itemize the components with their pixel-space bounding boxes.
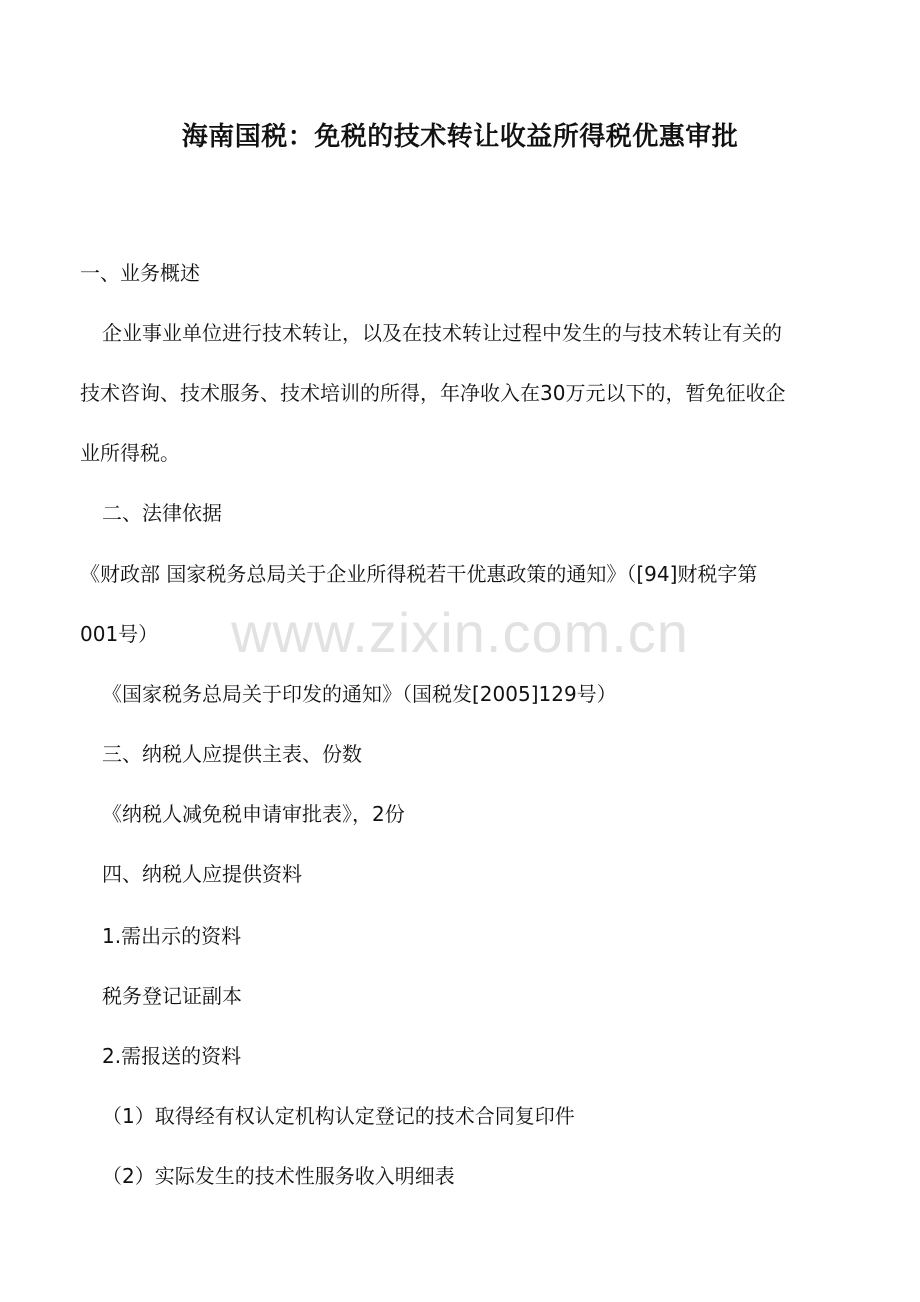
section-heading-materials: 四、纳税人应提供资料: [102, 862, 302, 886]
list-item: （1）取得经有权认定机构认定登记的技术合同复印件: [102, 1104, 575, 1128]
section-heading-legal-basis: 二、法律依据: [102, 501, 222, 525]
paragraph-line: 《国家税务总局关于印发的通知》（国税发[2005]129号）: [102, 682, 617, 706]
paragraph-line: 税务登记证副本: [102, 984, 242, 1008]
paragraph-line: 《财政部 国家税务总局关于企业所得税若干优惠政策的通知》（[94]财税字第: [80, 562, 758, 586]
paragraph-line: 001号）: [80, 622, 159, 646]
document-title: 海南国税：免税的技术转让收益所得税优惠审批: [181, 122, 739, 152]
paragraph-line: 企业事业单位进行技术转让，以及在技术转让过程中发生的与技术转让有关的: [102, 321, 782, 345]
section-heading-overview: 一、业务概述: [80, 261, 200, 285]
subheading-line: 1.需出示的资料: [102, 924, 242, 948]
watermark: www.zixin.com.cn: [231, 601, 689, 664]
section-heading-forms: 三、纳税人应提供主表、份数: [102, 742, 362, 766]
paragraph-line: 业所得税。: [80, 441, 180, 465]
paragraph-line: 技术咨询、技术服务、技术培训的所得，年净收入在30万元以下的，暂免征收企: [80, 381, 786, 405]
list-item: （2）实际发生的技术性服务收入明细表: [102, 1164, 455, 1188]
paragraph-line: 《纳税人减免税申请审批表》，2份: [102, 802, 405, 826]
subheading-line: 2.需报送的资料: [102, 1044, 242, 1068]
